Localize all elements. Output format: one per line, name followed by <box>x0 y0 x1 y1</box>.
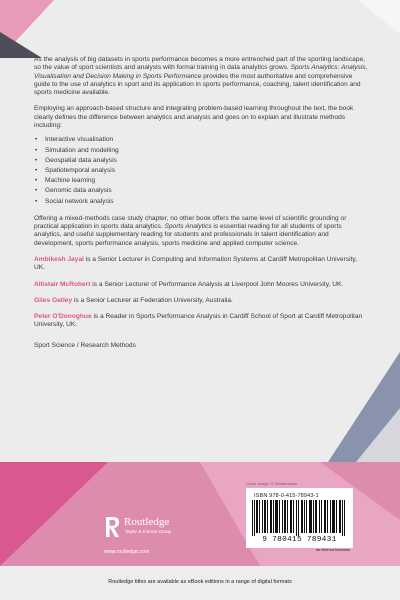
author-name: Giles Oatley <box>34 296 73 304</box>
book-title-italic: Sports Analytics <box>164 223 212 231</box>
list-item: • Geospatial data analysis <box>34 156 369 166</box>
author-name: Ambikesh Jayal <box>34 255 84 263</box>
intro-paragraph: As the analysis of big datasets in sports performance becomes a more entrenched part of the sporting landscape, so the value of sport scientists and analysts with formal training in data analytics grows. Sports Analytics: Analysis, Visualisation and Decision Making in Sports Performance provides the most authoritative and comprehensive guide to the use of analytics in sport and its application in sports performance, coaching, talent identification and sports medicine available. <box>34 56 368 97</box>
barcode-panel <box>246 488 353 548</box>
blurb <box>34 56 369 358</box>
list-item: • Machine learning <box>34 176 369 186</box>
top-right-light-wedge <box>358 0 400 34</box>
barcode-number: 9 780415 789431 <box>262 536 337 544</box>
author-bio: Allistair McRobert is a Senior Lecturer of Performance Analysis at Liverpool John Moores University, UK. <box>34 280 344 288</box>
publisher-website: www.routledge.com <box>104 549 150 555</box>
closing-paragraph: Offering a mixed-methods case study chapter, no other book offers the same level of scientific grounding or practical application in sports data analytics. Sports Analytics is essential reading for all students of sports analytics, and useful supplementary reading for students and professionals in talent identification and development, sports performance analysis, sports medicine and applied computer science. <box>34 214 347 247</box>
publisher-name: Routledge <box>124 516 170 528</box>
author-bio: Giles Oatley is a Senior Lecturer at Federation University, Australia. <box>34 296 233 304</box>
book-title-italic: Sports Analytics: Analysis, Visualisation and Decision Making in Sports Performance <box>34 64 368 80</box>
informa-tagline: an informa business <box>316 548 350 552</box>
cover-image-credit: Cover image: © Shutterstock <box>246 481 298 486</box>
barcode-icon <box>252 500 347 536</box>
list-item: • Simulation and modelling <box>34 146 369 156</box>
list-item: • Spatiotemporal analysis <box>34 166 369 176</box>
author-bio: Ambikesh Jayal is a Senior Lecturer in Computing and Information Systems at Cardiff Metropolitan University, UK. <box>34 255 358 272</box>
list-item: • Interactive visualisation <box>34 135 369 145</box>
author-name: Allistair McRobert <box>34 280 91 288</box>
author-name: Peter O'Donoghue <box>34 313 92 321</box>
ebook-note: Routledge titles are available as eBook editions in a range of digital formats <box>108 579 292 585</box>
list-item: • Social network analysis <box>34 197 369 207</box>
approach-paragraph: Employing an approach-based structure and integrating problem-based learning throughout the text, the book clearly defines the difference between analytics and analysis and goes on to explain and illustrate methods including: <box>34 105 354 130</box>
publisher-group: Taylor & Francis Group <box>125 529 172 534</box>
subject-category: Sport Science / Research Methods <box>34 341 136 349</box>
routledge-r-icon <box>104 516 121 538</box>
author-bio: Peter O'Donoghue is a Reader in Sports Performance Analysis in Cardiff School of Sport at Cardiff Metropolitan University, UK. <box>34 313 363 329</box>
publisher-logo <box>104 512 214 544</box>
isbn-label: ISBN 978-0-415-78943-1 <box>254 493 319 499</box>
methods-list <box>34 135 369 206</box>
list-item: • Genomic data analysis <box>34 186 369 196</box>
top-left-dark-triangle <box>0 32 42 58</box>
